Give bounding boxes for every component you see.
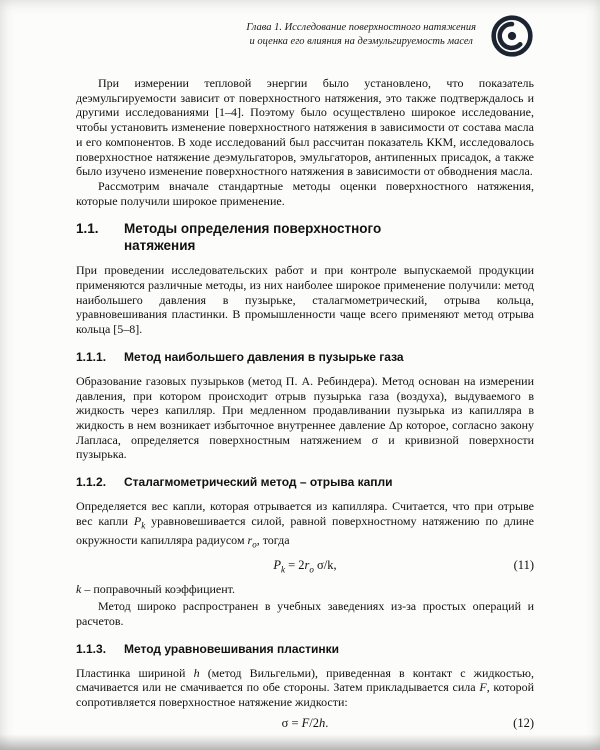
subsection-number: 1.1.2. [76,475,107,490]
equation-lhs-subscript: k [280,564,285,575]
equation-h: h [319,715,326,730]
paragraph-intro-1: При измерении тепловой энергии было установлено, что показатель деэмульгируемости зависит от поверхностного натяжения, это также подтверждалось и другими исследованиями [1–4]. Поэтому было осуществлено широкое исследование, чтобы установить изменение поверхностного натяжения в зависимости от состава масла и его компонентов. В ходе исследований был рассчитан показатель ККМ, исследовалось поверхностное натяжение деэмульгаторов, эмульгаторов, антипенных присадок, а также было изучено изменение поверхностного натяжения в зависимости от обводнения масла. [76,76,534,179]
paragraph-section-1-1: При проведении исследовательских работ и при контроле выпускаемой продукции применяются различные методы, из них наиболее широкое применение получили: метод наибольшего давления в пузырьке, сталагмометрический, отрыва кольца, уравновешивания пластинки. В промышленности чаще всего применяют метод отрыва кольца [5–8]. [76,263,534,337]
variable-Pk-subscript: k [141,520,146,531]
section-title: Методы определения поверхностного натяжения [124,221,382,254]
paragraph-section-1-1-2 [76,499,534,552]
equation-number: (11) [513,557,534,572]
variable-h: h [193,665,200,680]
subsection-number: 1.1.3. [76,641,107,656]
text-run: – поправочный коэффициент. [81,582,235,597]
subsection-number: 1.1.1. [76,349,107,364]
equation-11 [76,557,534,579]
paragraph-section-1-1-2b: Метод широко распространен в учебных заведениях из-за простых операций и расчетов. [76,599,534,628]
variable-k: k [76,582,82,597]
text-run: , которой сопротивляется поверхностное натяжение жидкости: [76,680,534,709]
equation-mid: /2 [309,715,320,730]
coefficient-note [76,582,534,597]
variable-ro-subscript: o [252,539,257,550]
text-run: уравновешивается силой, равной поверхностному натяжению по длине окружности капилляра радиусом [76,513,534,547]
running-header-text [246,14,476,48]
section-number: 1.1. [76,221,99,237]
variable-F: F [479,680,487,695]
scan-edge-shadow [0,734,600,750]
equation-tail: . [325,715,329,730]
subsection-heading-1-1-1 [76,350,534,365]
equation-F: F [301,715,310,730]
publisher-logo-icon [490,14,534,58]
paragraph-section-1-1-3 [76,666,534,710]
subsection-title: Сталагмометрический метод – отрыва капли [124,475,393,490]
running-header-line2: и оценка его влияния на деэмульгируемость масел [249,35,473,47]
running-header-line1: Глава 1. Исследование поверхностного натяжения [246,22,476,33]
subsection-title: Метод наибольшего давления в пузырьке газа [124,349,404,364]
variable-Pk: P [133,513,142,528]
equation-mid: = 2 [284,557,305,572]
subsection-title: Метод уравновешивания пластинки [124,641,340,656]
subsection-heading-1-1-2 [76,475,534,490]
variable-ro: r [247,532,253,547]
subsection-heading-1-1-3 [76,642,534,657]
equation-number: (12) [513,715,534,730]
paragraph-section-1-1-1: Образование газовых пузырьков (метод П. А. Ребиндера). Метод основан на измерении давления, при котором происходит отрыв пузырька газа (воздуха), выдуваемого в жидкость через капилляр. При медленном продавливании пузырька из капилляра в жидкость в нем возникает избыточное внутреннее давление Δp которое, согласно закону Лапласа, определяется поверхностным натяжением σ и кривизной поверхности пузырька. [76,373,534,462]
equation-r-subscript: o [309,564,314,575]
equation-12 [76,715,534,732]
page-body [76,76,534,732]
equation-tail: σ/k, [313,557,337,572]
section-heading-1-1 [76,220,534,254]
equation-r: r [304,557,310,572]
equation-lhs: P [273,557,281,572]
text-run: Определяется вес капли, которая отрывается из капилляра. Считается, что при отрыве вес капли [76,499,534,528]
text-run: (метод Вильгельми), приведенная в контакт с жидкостью, смачивается или не смачивается по обе стороны. Затем прикладывается сила [76,665,535,695]
paragraph-intro-2: Рассмотрим вначале стандартные методы оценки поверхностного натяжения, которые получили широкое применение. [76,178,534,208]
text-run: Пластинка шириной [76,665,194,680]
equation-lhs: σ = [281,715,302,730]
text-run: , тогда [256,532,290,547]
running-header [76,14,534,60]
